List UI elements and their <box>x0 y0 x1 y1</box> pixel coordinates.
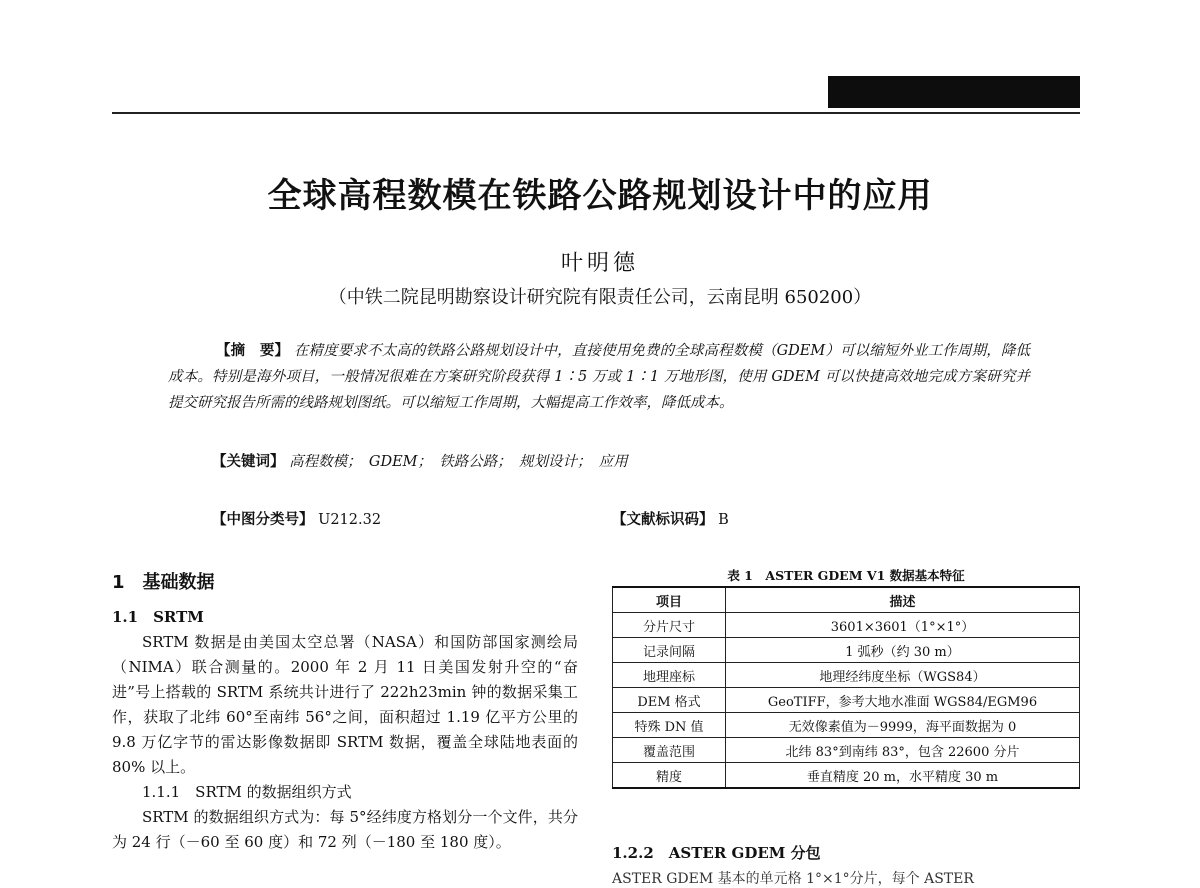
paper-title: 全球高程数模在铁路公路规划设计中的应用 <box>267 176 933 216</box>
document-code <box>612 508 729 529</box>
table-row <box>613 738 1080 763</box>
author-name: 叶明德 <box>560 251 639 276</box>
table-cell: 北纬 83°到南纬 83°，包含 22600 分片 <box>726 738 1080 763</box>
table-cell: 无效像素值为－9999，海平面数据为 0 <box>726 713 1080 738</box>
subsection-heading-1-1-1: 1.1.1 SRTM 的数据组织方式 <box>142 783 352 801</box>
paragraph-srtm-organization: SRTM 的数据组织方式为：每 5°经纬度方格划分一个文件，共分为 24 行（－60 至 60 度）和 72 列（－180 至 180 度）。 <box>112 808 578 851</box>
table-cell: 地理经纬度坐标（WGS84） <box>726 663 1080 688</box>
cutoff-text-line: ASTER GDEM 基本的单元格 1°×1°分片，每个 ASTER <box>612 871 974 887</box>
table-row <box>613 613 1080 638</box>
body-text-left-column <box>112 630 578 855</box>
section-heading-1: 1 基础数据 <box>112 572 215 593</box>
table-cell: 地理座标 <box>613 663 726 688</box>
table-header-cell: 描述 <box>726 587 1080 613</box>
abstract-text: 在精度要求不太高的铁路公路规划设计中，直接使用免费的全球高程数模（GDEM）可以缩短外业工作周期，降低成本。特别是海外项目，一般情况很难在方案研究阶段获得 1∶5 万或 1∶1 万地形图，使用 GDEM 可以快捷高效地完成方案研究并提交研究报告所需的线路规划图纸。可以缩短工作周期，大幅提高工作效率，降低成本。 <box>168 343 1031 411</box>
table-cell: 1 弧秒（约 30 m） <box>726 638 1080 663</box>
document-code-value: B <box>718 512 729 528</box>
section-heading-1-2-2: 1.2.2 ASTER GDEM 分包 <box>612 844 821 862</box>
table-row <box>613 688 1080 713</box>
table-1-caption: 表 1 ASTER GDEM V1 数据基本特征 <box>727 568 965 583</box>
abstract <box>168 338 1030 416</box>
classification-label: 【中图分类号】 <box>212 511 314 528</box>
table-cell: GeoTIFF，参考大地水准面 WGS84/EGM96 <box>726 688 1080 713</box>
table-row <box>613 763 1080 789</box>
table-cell: 3601×3601（1°×1°） <box>726 613 1080 638</box>
table-header-cell: 项目 <box>613 587 726 613</box>
keywords-label: 【关键词】 <box>212 453 285 470</box>
author-affiliation: （中铁二院昆明勘察设计研究院有限责任公司，云南昆明 650200） <box>328 287 872 308</box>
table-cell: 分片尺寸 <box>613 613 726 638</box>
table-cell: DEM 格式 <box>613 688 726 713</box>
keywords-text: 高程数模； GDEM； 铁路公路； 规划设计； 应用 <box>289 454 628 470</box>
document-code-label: 【文献标识码】 <box>612 511 714 528</box>
table-1 <box>612 586 1080 789</box>
header-black-block <box>828 76 1080 108</box>
classification-value: U212.32 <box>318 512 382 528</box>
table-header-row <box>613 587 1080 613</box>
table-row <box>613 713 1080 738</box>
keywords <box>212 450 628 471</box>
table-cell: 记录间隔 <box>613 638 726 663</box>
table-cell: 精度 <box>613 763 726 789</box>
table-cell: 特殊 DN 值 <box>613 713 726 738</box>
table-cell: 覆盖范围 <box>613 738 726 763</box>
paragraph-srtm-intro: SRTM 数据是由美国太空总署（NASA）和国防部国家测绘局（NIMA）联合测量的。2000 年 2 月 11 日美国发射升空的“奋进”号上搭载的 SRTM 系统共计进行了 222h23min 钟的数据采集工作，获取了北纬 60°至南纬 56°之间，面积超过 1.19 亿平方公里的 9.8 万亿字节的雷达影像数据即 SRTM 数据，覆盖全球陆地表面的 80% 以上。 <box>112 633 578 776</box>
table-cell: 垂直精度 20 m，水平精度 30 m <box>726 763 1080 789</box>
table-row <box>613 638 1080 663</box>
section-heading-1-1: 1.1 SRTM <box>112 608 204 626</box>
header-rule <box>112 112 1080 114</box>
classification-number <box>212 508 381 529</box>
table-row <box>613 663 1080 688</box>
abstract-label: 【摘 要】 <box>216 342 290 359</box>
